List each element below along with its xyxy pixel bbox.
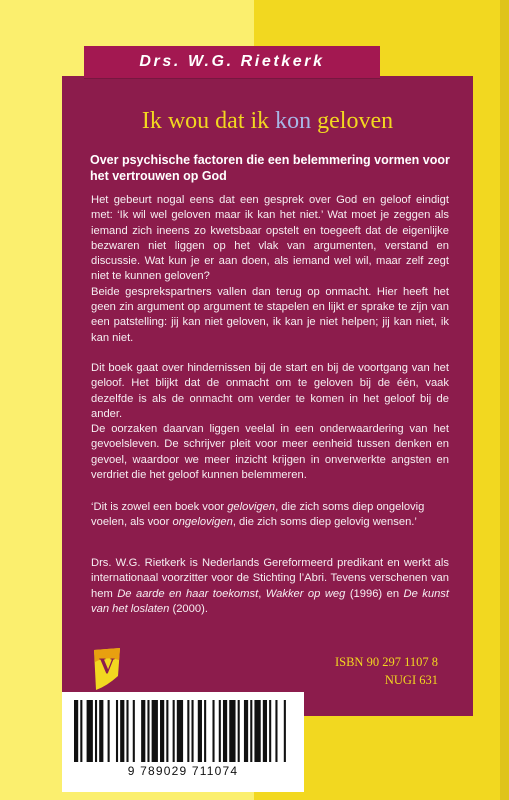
publisher-logo-icon (92, 646, 122, 690)
title-highlight-kon: kon (275, 108, 312, 134)
quote-text: , die zich soms diep gelovig wensen.’ (232, 516, 417, 529)
barcode-bar (269, 700, 271, 762)
barcode-bar (284, 700, 286, 762)
barcode-bar (177, 700, 183, 762)
bio-text: (2000). (169, 602, 208, 615)
author-band (84, 46, 380, 78)
author-bio (91, 556, 449, 617)
barcode-bar (204, 700, 206, 762)
bio-book-title: De kunst van het loslaten (91, 587, 450, 615)
barcode-bar (173, 700, 175, 762)
barcode-bar (160, 700, 164, 762)
cover-spine-edge (500, 0, 509, 800)
quote-emphasis: gelovigen (227, 501, 276, 513)
title-part-1: Ik wou dat ik (141, 108, 276, 134)
quote-text: ‘Dit is zowel een boek voor (91, 501, 228, 513)
book-title (62, 108, 473, 135)
bio-book-title: De aarde en haar toekomst (117, 587, 259, 600)
title-part-2: geloven (311, 108, 394, 134)
quote-emphasis: ongelovigen (172, 516, 233, 529)
barcode-bar (166, 700, 168, 762)
bio-book-title: Wakker op weg (265, 587, 346, 600)
barcode-bar (120, 700, 124, 762)
barcode-bar (126, 700, 128, 762)
barcode-bar (244, 700, 248, 762)
barcode-bar (108, 700, 110, 762)
blurb-block-2 (91, 361, 449, 483)
barcode-bar (147, 700, 149, 762)
barcode-bar (238, 700, 240, 762)
barcode-bar (187, 700, 189, 762)
blurb-block-1 (91, 193, 449, 346)
review-quote (91, 500, 449, 531)
quote-text: , die zich soms diep ongelovig voelen, als voor (91, 501, 425, 529)
nugi-code: NUGI 631 (384, 673, 438, 687)
barcode-bar (133, 700, 135, 762)
barcode-bar (99, 700, 103, 762)
barcode-bar (275, 700, 277, 762)
barcode-bar (229, 700, 235, 762)
barcode-bar (116, 700, 118, 762)
barcode-number: 9 789029 711074 (127, 764, 239, 778)
bio-text: Drs. W.G. Rietkerk is Nederlands Gereformeerd predikant en werkt als internationaal voorzitter voor de Stichting l’Abri. Tevens verschenen van hem (91, 557, 449, 600)
barcode-bar (74, 700, 78, 762)
barcode-bar (87, 700, 93, 762)
publisher-logo-letter: V (99, 653, 115, 678)
barcode-bar (141, 700, 145, 762)
barcode-bar (212, 700, 214, 762)
blurb-paragraph: De oorzaken daarvan liggen veelal in een onderwaardering van het gevoelsleven. De schrijver pleit voor meer eenheid tussen denken en gevoel, waardoor we meer inzicht krijgen in onverwerkte angsten en verdriet die het geloof kunnen belemmeren. (91, 423, 449, 482)
barcode-bar (198, 700, 202, 762)
bio-text: (1996) en (345, 587, 404, 600)
book-subtitle: Over psychische factoren die een belemmering vormen voor het vertrouwen op God (90, 153, 450, 183)
barcode-bar (219, 700, 221, 762)
barcode-bar (191, 700, 193, 762)
barcode-icon (74, 700, 288, 762)
author-name: Drs. W.G. Rietkerk (139, 53, 325, 70)
blurb-paragraph: Beide gesprekspartners vallen dan terug op onmacht. Hier heeft het geen zin argument op argument te stapelen en lijkt er sprake te zijn van een patstelling: jij kan niet geloven, ik kan je niet helpen; jij kan niet, ik kan niet. (91, 285, 449, 344)
blurb-paragraph: Het gebeurt nogal eens dat een gesprek over God en geloof eindigt met: ‘Ik wil wel geloven maar ik kan het niet.’ Wat moet je zeggen als iemand zich ineens zo kwetsbaar opstelt en toegeeft dat de eigenlijke bezwaren niet liggen op het vlak van argumenten, verstand en discussie. Wat kun je er aan doen, als iemand wel wil, maar zelf zegt niet te kunnen geloven? (91, 194, 449, 283)
barcode-bar (95, 700, 97, 762)
barcode-bar (80, 700, 82, 762)
barcode-bar (254, 700, 260, 762)
barcode-bar (223, 700, 227, 762)
isbn: ISBN 90 297 1107 8 (334, 655, 438, 669)
blurb-paragraph: Dit boek gaat over hindernissen bij de start en bij de voortgang van het geloof. Het blijkt dat de onmacht om te geloven bij de één, vaak dezelfde is als de onmacht om verder te komen in het geloof bij de ander. (91, 362, 449, 420)
bio-text: , (258, 587, 266, 600)
barcode-bar (250, 700, 252, 762)
barcode-bar (263, 700, 267, 762)
barcode-bar (152, 700, 158, 762)
